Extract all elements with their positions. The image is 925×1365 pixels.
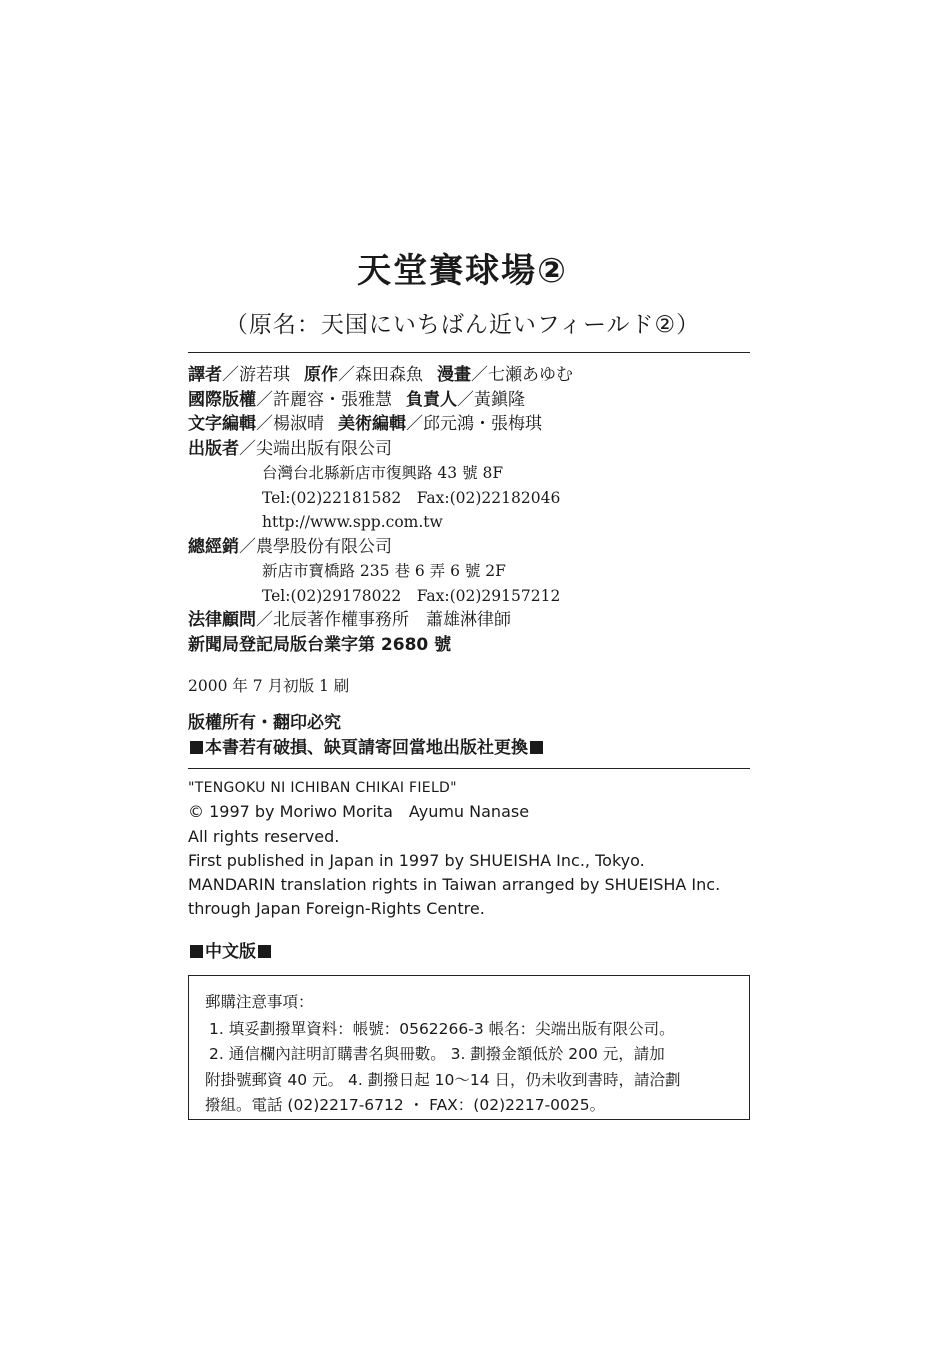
publisher-line: 出版者／尖端出版有限公司 xyxy=(188,438,392,459)
mail-order-title: 郵購注意事項： xyxy=(205,993,314,1011)
printing-info: 2000 年 7 月初版 1 刷 xyxy=(188,677,350,695)
mail-order-line-1: 1. 填妥劃撥單資料：帳號：0562266-3 帳名：尖端出版有限公司。 xyxy=(209,1019,675,1038)
legal-line: 法律顧問／北辰著作權事務所 蕭雄淋律師 xyxy=(188,610,511,630)
english-copyright-line: © 1997 by Moriwo Morita Ayumu Nanase xyxy=(188,802,530,822)
replacement-notice: 本書若有破損、缺頁請寄回當地出版社更換 xyxy=(205,738,528,758)
credits-block xyxy=(188,363,748,657)
edition-label: 中文版 xyxy=(188,937,273,962)
mail-order-line-3: 附掛號郵資 40 元。 4. 劃撥日起 10～14 日，仍未收到書時，請洽劃 xyxy=(205,1070,681,1089)
rights-notice: 版權所有・翻印必究 xyxy=(188,713,341,733)
credit-line-2: 國際版權／許麗容・張雅慧 負責人／黃鎭隆 xyxy=(188,389,525,410)
replacement-line xyxy=(188,736,545,761)
black-square-icon xyxy=(258,945,271,958)
publisher-tel: Tel:(02)22181582 Fax:(02)22182046 xyxy=(262,488,561,507)
top-rule xyxy=(188,352,750,353)
english-first-published: First published in Japan in 1997 by SHUEISHA Inc., Tokyo. xyxy=(188,850,645,870)
english-reserved: All rights reserved. xyxy=(188,826,340,846)
credit-line-3: 文字編輯／楊淑晴 美術編輯／邱元鴻・張梅琪 xyxy=(188,414,542,434)
english-title: "TENGOKU NI ICHIBAN CHIKAI FIELD" xyxy=(188,780,457,796)
black-square-icon xyxy=(190,945,203,958)
black-square-icon xyxy=(190,741,203,754)
mail-order-line-2: 2. 通信欄內註明訂購書名與冊數。 3. 劃撥金額低於 200 元，請加 xyxy=(209,1045,665,1063)
mail-order-line-4: 撥組。電話 (02)2217-6712 ・ FAX：(02)2217-0025。 xyxy=(205,1096,606,1114)
mail-order-box xyxy=(188,975,750,1120)
english-copyright xyxy=(188,776,720,922)
english-translation-rights: MANDARIN translation rights in Taiwan arranged by SHUEISHA Inc. xyxy=(188,875,721,895)
distributor-line: 總經銷／農學股份有限公司 xyxy=(188,536,392,557)
book-title: 天堂賽球場② xyxy=(357,251,568,291)
publisher-address: 台灣台北縣新店市復興路 43 號 8F xyxy=(262,464,504,482)
publisher-url: http://www.spp.com.tw xyxy=(262,513,443,531)
middle-rule xyxy=(188,768,750,769)
english-through: through Japan Foreign-Rights Centre. xyxy=(188,899,485,919)
credit-line-1: 譯者／游若琪 原作／森田森魚 漫畫／七瀬あゆむ xyxy=(188,365,573,385)
black-square-icon xyxy=(530,741,543,754)
original-title: （原名：天国にいちばん近いフィールド②） xyxy=(224,312,701,338)
rights-block xyxy=(188,711,545,761)
distributor-tel: Tel:(02)29178022 Fax:(02)29157212 xyxy=(262,586,561,605)
distributor-address: 新店市寶橋路 235 巷 6 弄 6 號 2F xyxy=(262,562,506,580)
registration-line: 新聞局登記局版台業字第 2680 號 xyxy=(188,634,452,655)
